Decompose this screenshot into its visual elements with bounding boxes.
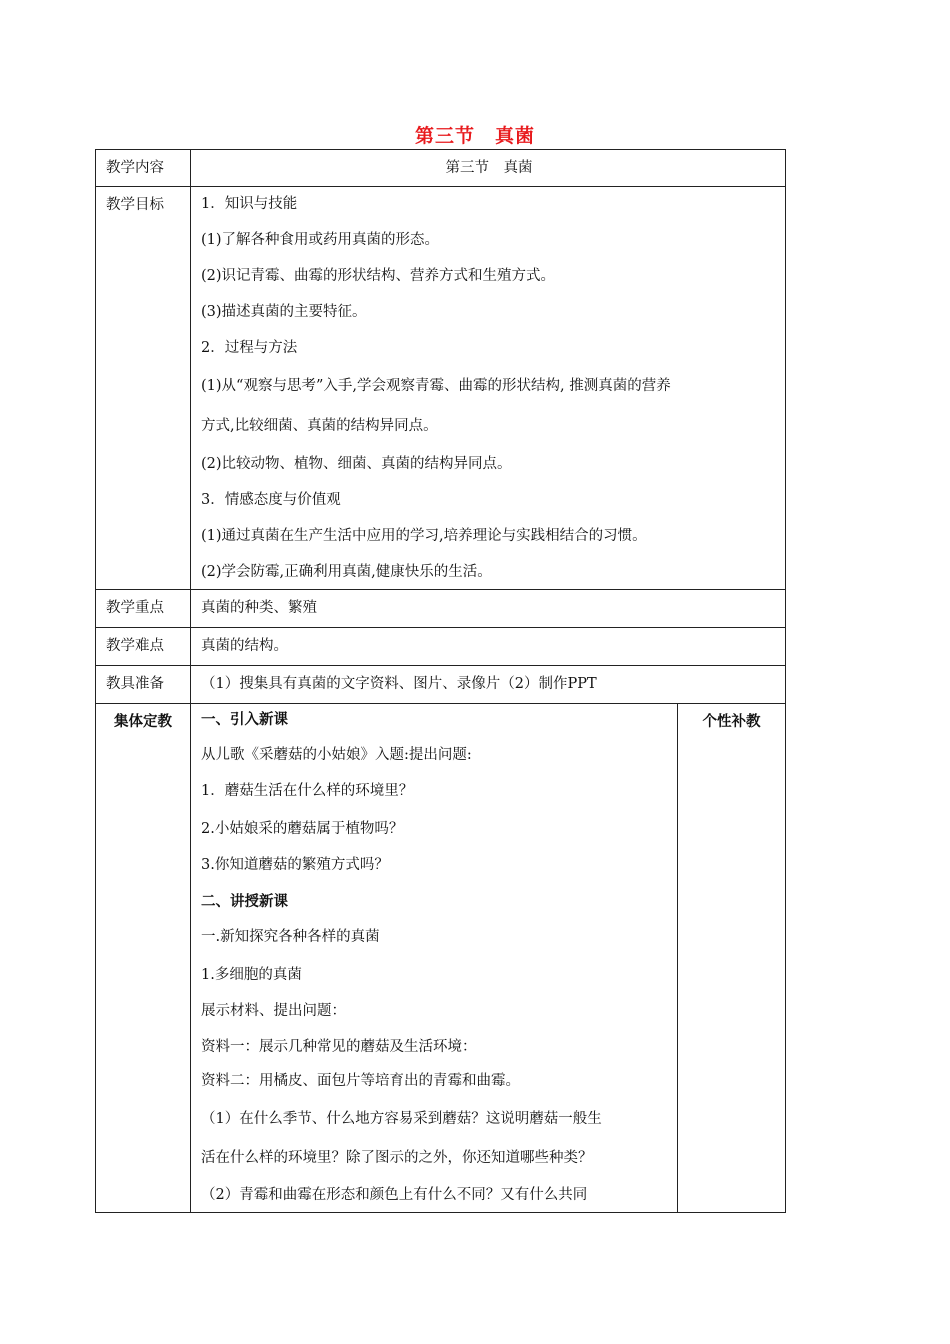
lesson-line: 3.你知道蘑菇的繁殖方式吗？ xyxy=(201,857,389,873)
lesson-line: 1.多细胞的真菌 xyxy=(201,967,302,983)
goal-line: (2)识记青霉、曲霉的形状结构、营养方式和生殖方式。 xyxy=(201,268,556,284)
lesson-line: 从儿歌《采蘑菇的小姑娘》入题:提出问题: xyxy=(201,747,472,763)
goal-line: 1．知识与技能 xyxy=(201,196,298,212)
label-difficult: 教学难点 xyxy=(96,628,191,666)
lesson-line: 展示材料、提出问题： xyxy=(201,1003,346,1019)
goal-line: (3)描述真菌的主要特征。 xyxy=(201,304,367,320)
row-difficult xyxy=(96,628,786,666)
row-content xyxy=(96,150,786,187)
value-goals xyxy=(191,187,786,590)
lesson-line: （2）青霉和曲霉在形态和颜色上有什么不同？又有什么共同 xyxy=(201,1187,588,1203)
label-key: 教学重点 xyxy=(96,590,191,628)
goal-line: (1)从“观察与思考”入手,学会观察青霉、曲霉的形状结构, 推测真菌的营养 xyxy=(201,378,671,394)
lesson-line: （1）在什么季节、什么地方容易采到蘑菇？这说明蘑菇一般生 xyxy=(201,1111,602,1127)
row-lesson xyxy=(96,704,786,1213)
goal-line: 方式,比较细菌、真菌的结构异同点。 xyxy=(201,418,438,434)
lesson-line: 活在什么样的环境里？除了图示的之外，你还知道哪些种类？ xyxy=(201,1150,593,1166)
lesson-heading: 一、引入新课 xyxy=(201,712,288,728)
goal-line: (1)了解各种食用或药用真菌的形态。 xyxy=(201,232,440,248)
value-lesson xyxy=(191,704,678,1213)
goal-line: 3．情感态度与价值观 xyxy=(201,492,341,508)
goal-line: 2．过程与方法 xyxy=(201,340,298,356)
lesson-plan-table xyxy=(95,149,786,1213)
value-tools: （1）搜集具有真菌的文字资料、图片、录像片（2）制作PPT xyxy=(191,666,786,704)
label-tools: 教具准备 xyxy=(96,666,191,704)
row-tools xyxy=(96,666,786,704)
lesson-line: 资料二：用橘皮、面包片等培育出的青霉和曲霉。 xyxy=(201,1073,520,1089)
lesson-heading: 二、讲授新课 xyxy=(201,894,288,910)
goal-line: (2)学会防霉,正确利用真菌,健康快乐的生活。 xyxy=(201,564,492,580)
row-key xyxy=(96,590,786,628)
label-lesson: 集体定教 xyxy=(96,704,191,1213)
goal-line: (1)通过真菌在生产生活中应用的学习,培养理论与实践相结合的习惯。 xyxy=(201,528,647,544)
lesson-line: 一.新知探究各种各样的真菌 xyxy=(201,929,380,945)
lesson-line: 资料一：展示几种常见的蘑菇及生活环境： xyxy=(201,1039,477,1055)
label-goals: 教学目标 xyxy=(96,187,191,590)
page-title: 第三节 真菌 xyxy=(414,125,535,147)
row-goals xyxy=(96,187,786,590)
label-individual: 个性补教 xyxy=(678,704,786,1213)
label-content: 教学内容 xyxy=(96,150,191,187)
value-content: 第三节 真菌 xyxy=(191,150,786,187)
value-difficult: 真菌的结构。 xyxy=(191,628,786,666)
goal-line: (2)比较动物、植物、细菌、真菌的结构异同点。 xyxy=(201,456,512,472)
lesson-line: 2.小姑娘采的蘑菇属于植物吗？ xyxy=(201,821,404,837)
value-key: 真菌的种类、繁殖 xyxy=(191,590,786,628)
lesson-line: 1．蘑菇生活在什么样的环境里？ xyxy=(201,783,414,799)
